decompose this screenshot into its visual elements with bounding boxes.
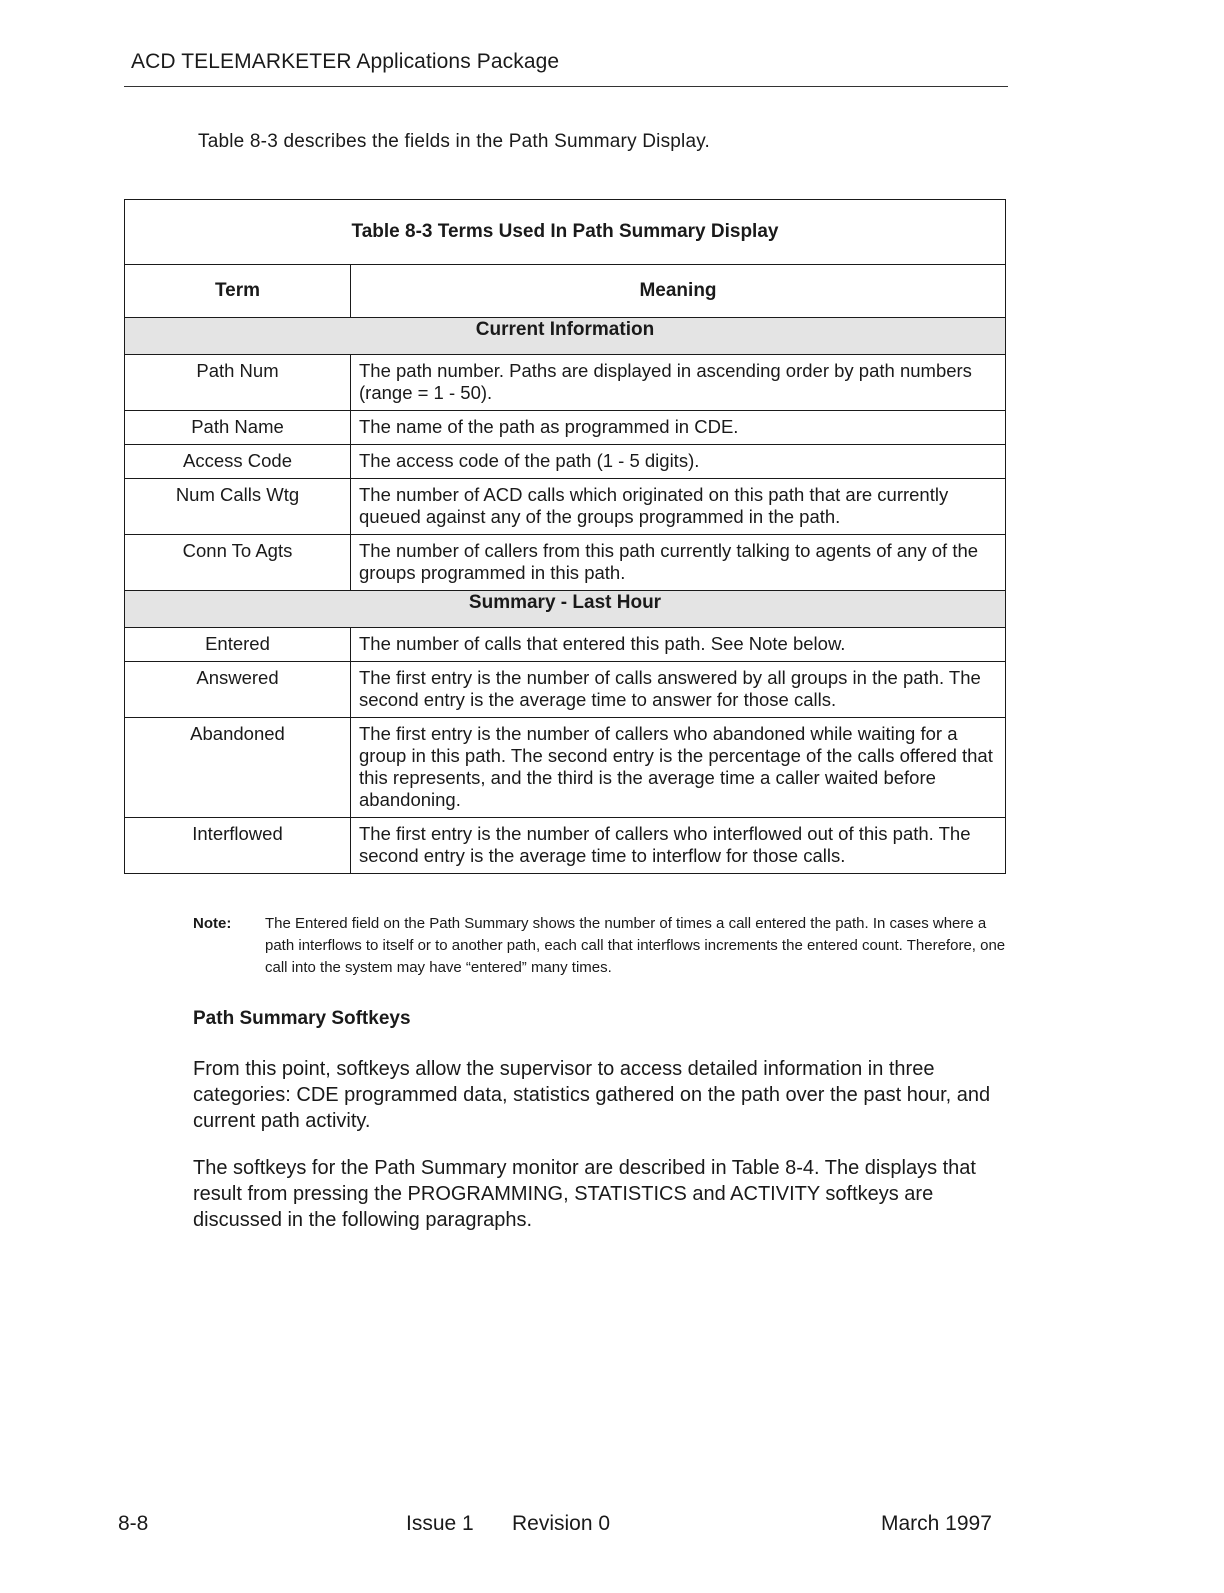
running-header: ACD TELEMARKETER Applications Package bbox=[131, 50, 560, 73]
meaning-cell: The first entry is the number of callers who abandoned while waiting for a group in this path. The second entry is the percentage of the calls offered that this represents, and the third is the average time a caller waited before abandoning. bbox=[351, 718, 1006, 818]
section-row-summary-last-hour bbox=[125, 591, 1006, 628]
table-row bbox=[125, 818, 1006, 874]
term-cell: Num Calls Wtg bbox=[125, 479, 351, 535]
intro-sentence: Table 8-3 describes the fields in the Path Summary Display. bbox=[198, 131, 711, 152]
terms-table bbox=[124, 199, 1006, 874]
table-caption-row bbox=[125, 200, 1006, 265]
table-row bbox=[125, 445, 1006, 479]
term-cell: Abandoned bbox=[125, 718, 351, 818]
footer-revision: Revision 0 bbox=[512, 1512, 611, 1535]
meaning-cell: The number of ACD calls which originated on this path that are currently queued against any of the groups programmed in the path. bbox=[351, 479, 1006, 535]
table-row bbox=[125, 535, 1006, 591]
footer-issue: Issue 1 bbox=[406, 1512, 474, 1535]
section-heading-softkeys: Path Summary Softkeys bbox=[193, 1008, 411, 1029]
column-header-term: Term bbox=[125, 265, 351, 318]
meaning-cell: The first entry is the number of callers who interflowed out of this path. The second entry is the average time to interflow for those calls. bbox=[351, 818, 1006, 874]
term-cell: Entered bbox=[125, 628, 351, 662]
note-text: The Entered field on the Path Summary shows the number of times a call entered the path. In cases where a path interflows to itself or to another path, each call that interflows increments the entered count. Therefore, one call into the system may have “entered” many times. bbox=[265, 915, 1006, 976]
term-cell: Interflowed bbox=[125, 818, 351, 874]
column-header-meaning: Meaning bbox=[351, 265, 1006, 318]
meaning-cell: The first entry is the number of calls answered by all groups in the path. The second entry is the average time to answer for those calls. bbox=[351, 662, 1006, 718]
table-row bbox=[125, 355, 1006, 411]
body-paragraph: From this point, softkeys allow the supervisor to access detailed information in three categories: CDE programmed data, statistics gathered on the path over the past hour, and current path activity. bbox=[193, 1058, 991, 1132]
meaning-cell: The name of the path as programmed in CDE. bbox=[351, 411, 1006, 445]
section-heading: Current Information bbox=[125, 318, 1006, 355]
meaning-cell: The path number. Paths are displayed in ascending order by path numbers (range = 1 - 50). bbox=[351, 355, 1006, 411]
table-row bbox=[125, 662, 1006, 718]
term-cell: Conn To Agts bbox=[125, 535, 351, 591]
meaning-cell: The number of calls that entered this path. See Note below. bbox=[351, 628, 1006, 662]
table-row bbox=[125, 479, 1006, 535]
table-caption: Table 8-3 Terms Used In Path Summary Display bbox=[125, 200, 1006, 265]
section-row-current-information bbox=[125, 318, 1006, 355]
body-paragraph: The softkeys for the Path Summary monitor are described in Table 8-4. The displays that result from pressing the PROGRAMMING, STATISTICS and ACTIVITY softkeys are discussed in the following paragraphs. bbox=[193, 1157, 976, 1231]
table-header-row bbox=[125, 265, 1006, 318]
table-row bbox=[125, 411, 1006, 445]
term-cell: Path Num bbox=[125, 355, 351, 411]
section-heading: Summary - Last Hour bbox=[125, 591, 1006, 628]
table-row bbox=[125, 628, 1006, 662]
meaning-cell: The access code of the path (1 - 5 digits). bbox=[351, 445, 1006, 479]
term-cell: Access Code bbox=[125, 445, 351, 479]
note-label: Note: bbox=[193, 915, 232, 932]
footer-date: March 1997 bbox=[881, 1512, 992, 1535]
header-rule bbox=[124, 86, 1008, 87]
footer-page-number: 8-8 bbox=[118, 1512, 149, 1535]
meaning-cell: The number of callers from this path currently talking to agents of any of the groups programmed in this path. bbox=[351, 535, 1006, 591]
term-cell: Path Name bbox=[125, 411, 351, 445]
table-row bbox=[125, 718, 1006, 818]
term-cell: Answered bbox=[125, 662, 351, 718]
